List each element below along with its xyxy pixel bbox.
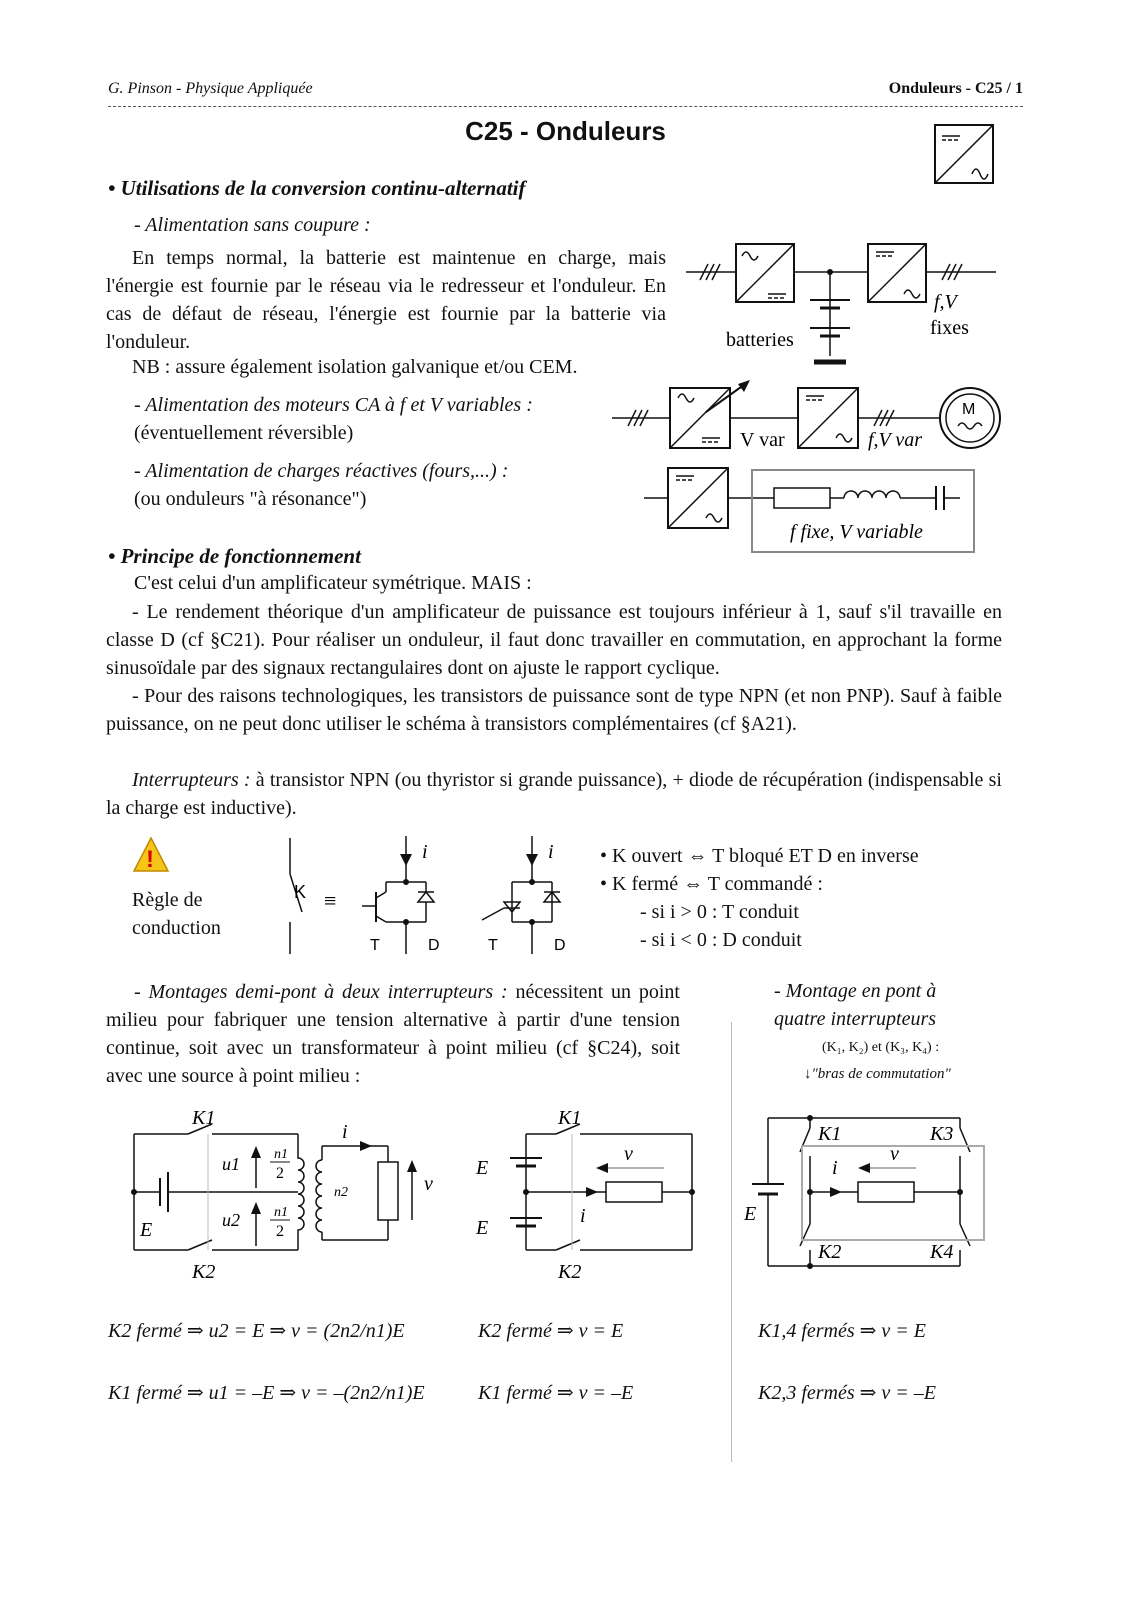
motor-drive-diagram <box>610 380 1010 460</box>
full-bridge-circuit <box>740 1100 1000 1280</box>
equation-a2: K1 fermé ⇒ u1 = –E ⇒ v = –(2n2/n1)E <box>108 1382 425 1404</box>
c3-k4-label: K4 <box>930 1241 954 1263</box>
c3-k2-label: K2 <box>818 1241 842 1263</box>
c2-e-top-label: E <box>476 1157 489 1179</box>
thyristor-t-label-2: T <box>488 937 498 954</box>
principle-intro: C'est celui d'un amplificateur symétrique. MAIS : <box>134 572 532 594</box>
demi-pont-title: - Montages demi-pont à deux interrupteurs : <box>134 981 508 1003</box>
c1-k2-label: K2 <box>192 1261 216 1283</box>
pont-bras: ↓"bras de commutation" <box>804 1066 951 1082</box>
svg-text:!: ! <box>146 846 154 873</box>
motors-sub: (éventuellement réversible) <box>134 422 354 444</box>
ups-title: - Alimentation sans coupure : <box>134 214 371 236</box>
current-i-label-2: i <box>548 841 554 863</box>
c2-v-label: v <box>624 1143 633 1165</box>
half-bridge-split-source-circuit <box>470 1100 710 1290</box>
c1-k1-label: K1 <box>192 1107 216 1129</box>
c1-i-label: i <box>342 1121 348 1143</box>
reactive-label: f fixe, V variable <box>790 521 923 543</box>
header-page-ref: Onduleurs - C25 / 1 <box>888 80 1023 97</box>
pont-title-2: quatre interrupteurs <box>774 1008 937 1030</box>
ups-paragraph: En temps normal, la batterie est maintenue en charge, mais l'énergie est fournie par le réseau via le redresseur et l'onduleur. En cas de défaut de réseau, l'énergie est fournie par la batterie via l'onduleur. <box>106 247 666 353</box>
reactive-title: - Alimentation de charges réactives (fours,...) : <box>134 460 509 482</box>
column-divider <box>731 1022 732 1462</box>
switch-equivalence-diagram <box>276 836 596 956</box>
interrupteurs-paragraph <box>106 766 1002 822</box>
reactive-load-diagram <box>644 466 980 556</box>
c2-i-label: i <box>580 1205 586 1227</box>
c2-k2-label: K2 <box>558 1261 582 1283</box>
rule-bullet-negative: - si i < 0 : D conduit <box>640 929 802 951</box>
c1-e-label: E <box>140 1219 153 1241</box>
motor-fvvar-label: f,V var <box>868 429 923 451</box>
section-heading-uses: • Utilisations de la conversion continu-alternatif <box>108 176 526 200</box>
ups-diagram <box>680 236 1000 376</box>
ups-nb: NB : assure également isolation galvanique et/ou CEM. <box>132 356 578 378</box>
principle-paragraph-2: - Pour des raisons technologiques, les transistors de puissance sont de type NPN (et non PNP). Sauf à faible puissance, on ne peut donc utiliser le schéma à transistors complémentaires (cf §A21). <box>106 685 1002 735</box>
c3-i-label: i <box>832 1157 838 1179</box>
diode-d-label-1: D <box>428 937 440 954</box>
c1-n1-bottom: n1 <box>274 1205 288 1220</box>
equation-b1: K2 fermé ⇒ v = E <box>478 1320 624 1342</box>
current-i-label-1: i <box>422 841 428 863</box>
equation-b2: K1 fermé ⇒ v = –E <box>478 1382 634 1404</box>
motor-label: M <box>962 401 976 418</box>
c1-n2-label: n2 <box>334 1185 348 1200</box>
warning-icon <box>132 836 170 874</box>
equation-a1: K2 fermé ⇒ u2 = E ⇒ v = (2n2/n1)E <box>108 1320 405 1342</box>
rule-bullet-positive: - si i > 0 : T conduit <box>640 901 799 923</box>
reactive-sub: (ou onduleurs "à résonance") <box>134 488 367 510</box>
diode-d-label-2: D <box>554 937 566 954</box>
c3-k3-label: K3 <box>930 1123 954 1145</box>
c1-two-bottom: 2 <box>276 1223 284 1240</box>
transistor-t-label-1: T <box>370 937 380 954</box>
equiv-symbol: ≡ <box>324 888 337 913</box>
interrupteurs-label: Interrupteurs : <box>132 769 251 791</box>
header-author: G. Pinson - Physique Appliquée <box>108 80 313 97</box>
c1-two-top: 2 <box>276 1165 284 1182</box>
rule-bullet-closed: • K fermé ⇔ T commandé : <box>600 873 823 895</box>
rule-title: Règle de conduction <box>132 889 221 939</box>
c1-u1-label: u1 <box>222 1154 240 1174</box>
header-rule <box>108 106 1023 107</box>
equation-c1: K1,4 fermés ⇒ v = E <box>758 1320 927 1342</box>
interrupteurs-text: à transistor NPN (ou thyristor si grande puissance), + diode de récupération (indispensable si la charge est inductive). <box>106 769 1002 819</box>
page-title: C25 - Onduleurs <box>465 116 666 146</box>
pont-pairs: (K₁, K₂) et (K₃, K₄) : <box>822 1040 940 1055</box>
inverter-symbol-icon <box>934 124 996 186</box>
c1-u2-label: u2 <box>222 1210 240 1230</box>
switch-k-label: K <box>294 882 307 902</box>
ups-fixes-label: fixes <box>930 317 969 339</box>
ups-batteries-label: batteries <box>726 329 794 351</box>
demi-pont-text: nécessitent un point milieu pour fabriquer une tension alternative à partir d'une tension continue, soit avec un transformateur à point milieu (cf §C24), soit avec une source à point milieu : <box>106 981 680 1087</box>
half-bridge-transformer-circuit <box>108 1100 448 1290</box>
c3-e-label: E <box>744 1203 757 1225</box>
demi-pont-paragraph <box>106 978 680 1090</box>
c1-n1-top: n1 <box>274 1147 288 1162</box>
c2-e-bottom-label: E <box>476 1217 489 1239</box>
equation-c2: K2,3 fermés ⇒ v = –E <box>758 1382 937 1404</box>
principle-paragraph-1: - Le rendement théorique d'un amplificateur de puissance est toujours inférieur à 1, sauf s'il travaille en classe D (cf §C21). Pour réaliser un onduleur, il faut donc travailler en commutation, en approchant la forme sinusoïdale par des signaux rectangulaires dont on ajuste le rapport cyclique. <box>106 601 1002 679</box>
section-heading-principle: • Principe de fonctionnement <box>108 544 361 568</box>
ups-fv-label: f,V <box>934 291 957 313</box>
c3-v-label: v <box>890 1143 899 1165</box>
rule-bullet-open: • K ouvert ⇔ T bloqué ET D en inverse <box>600 845 919 867</box>
c2-k1-label: K1 <box>558 1107 582 1129</box>
pont-title-1: - Montage en pont à <box>774 980 937 1002</box>
motor-vvar-label: V var <box>740 429 785 451</box>
c3-k1-label: K1 <box>818 1123 842 1145</box>
motors-title: - Alimentation des moteurs CA à f et V variables : <box>134 394 533 416</box>
c1-v-label: v <box>424 1173 433 1195</box>
